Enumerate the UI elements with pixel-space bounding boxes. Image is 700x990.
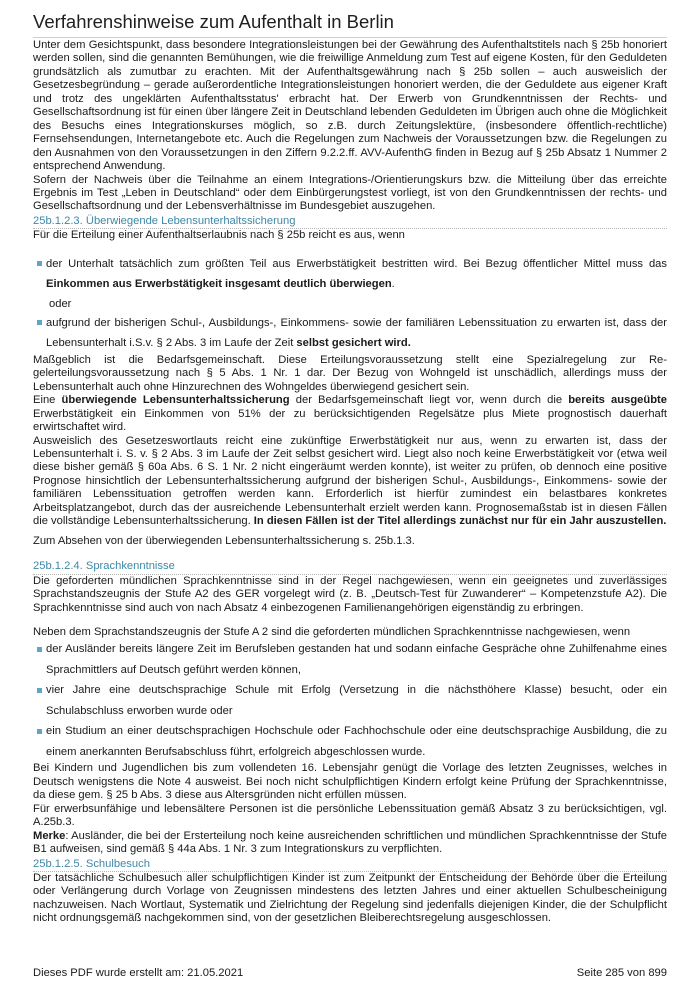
list-item: aufgrund der bisherigen Schul-, Ausbildungs-, Einkommens- sowie der familiären Lebenssituation zu erwarten ist, dass der Lebensunterhalt i.S.v. § 2 Abs. 3 im Laufe der Zeit selbst gesichert wird.	[33, 313, 667, 354]
bullet-list-lebensunterhalt	[33, 254, 667, 295]
oder-text: oder	[49, 297, 72, 310]
bullet-icon	[37, 688, 42, 693]
paragraph: Zum Absehen von der überwiegenden Lebensunterhaltssicherung s. 25b.1.3.	[33, 534, 415, 547]
paragraph: Ausweislich des Gesetzeswortlauts reicht eine zukünftige Erwerbstätigkeit nur aus, wenn zu erwarten ist, dass der Lebensunterhalt i. S. v. § 2 Abs. 3 im Laufe der Zeit selbst gesichert wird. Liegt also noch keine Erwerbstätigkeit vor (etwa weil diese bisher gemäß § 60a Abs. 6 S. 1 Nr. 2 nicht eingeräumt werden konnte), ist weiter zu prüfen, ob dennoch eine positive Prognose hinsichtlich der Lebensunterhaltssicherung aufgrund der bisherigen Schul-, Ausbildungs-, Einkommens- sowie der familiären Lebenssituation getroffen werden kann. Erforderlich ist hierfür zumindest ein belastbares konkretes Arbeitsplatzangebot, durch das der ausreichende Lebensunterhalt erzielt werden kann. Prognosemaßstab ist in diesen Fällen die vollständige Lebensunterhaltssicherung. In diesen Fällen ist der Titel allerdings zunächst nur für ein Jahr auszustellen.	[33, 434, 667, 528]
list-item: vier Jahre eine deutschsprachige Schule mit Erfolg (Versetzung in die nächsthöhere Klasse) besucht, oder ein Schulabschluss erworben wurde oder	[33, 680, 667, 721]
bullet-icon	[37, 261, 42, 266]
paragraph: Für erwerbsunfähige und lebensältere Personen ist die persönliche Lebenssituation gemäß Absatz 3 zu berücksichtigen, vgl. A.25b.3.	[33, 802, 667, 829]
section-heading-sprachkenntnisse: 25b.1.2.4. Sprachkenntnisse	[33, 560, 667, 574]
bullet-icon	[37, 320, 42, 325]
bullet-icon	[37, 647, 42, 652]
page-title: Verfahrenshinweise zum Aufenthalt in Berlin	[33, 10, 667, 38]
bullet-list-sprachkenntnisse	[33, 639, 667, 762]
spacer	[33, 615, 667, 626]
paragraph: Neben dem Sprachstandszeugnis der Stufe A 2 sind die geforderten mündlichen Sprachkenntnisse nachgewiesen, wenn	[33, 625, 631, 638]
list-item: der Ausländer bereits längere Zeit im Berufsleben gestanden hat und sodann einfache Gespräche ohne Zuhilfenahme eines Sprachmittlers auf Deutsch geführt werden können,	[33, 639, 667, 680]
page-footer	[33, 966, 667, 980]
paragraph: Der tatsächliche Schulbesuch aller schulpflichtigen Kinder ist zum Zeitpunkt der Entscheidung der Behörde über die Erteilung oder Verlängerung durch Vorlage von Zeugnissen mindestens des letzten Jahres und einer aktuellen Schulbescheinigung nachzuweisen. Nach Wortlaut, Systematik und Zielrichtung der Regelung sind jedenfalls diejenigen Kinder, die der Schulpflicht nicht ordnungsgemäß nachgekommen sind, von der gesetzlichen Bleiberechtsregelung ausgeschlossen.	[33, 872, 667, 925]
section-heading-schulbesuch: 25b.1.2.5. Schulbesuch	[33, 858, 667, 872]
list-item: ein Studium an einer deutschsprachigen Hochschule oder Fachhochschule oder eine deutschsprachige Ausbildung, die zu einem anerkannten Berufsabschluss führt, erfolgreich abgeschlossen wurde.	[33, 721, 667, 762]
section-heading-lebensunterhalt: 25b.1.2.3. Überwiegende Lebensunterhaltssicherung	[33, 215, 667, 229]
list-item: der Unterhalt tatsächlich zum größten Teil aus Erwerbstätigkeit bestritten wird. Bei Bezug öffentlicher Mittel muss das Einkommen aus Erwerbstätigkeit insgesamt deutlich überwiegen.	[33, 254, 667, 295]
intro-paragraph-2: Sofern der Nachweis über die Teilnahme an einem Integrations-/Orientierungskurs bzw. die Mitteilung über das erreichte Ergebnis im Test „Leben in Deutschland“ oder dem Einbürgerungstest vorliegt, ist von den Grundkenntnissen der rechts- und Gesellschaftsordnung und der Lebensverhältnisse im Bundesgebiet auszugehen.	[33, 173, 667, 213]
paragraph: Maßgeblich ist die Bedarfsgemeinschaft. Diese Erteilungsvoraussetzung stellt eine Spezialregelung zur Re-gelerteilungsvoraussetzung nach § 5 Abs. 1 Nr. 1 dar. Der Bezug von Wohngeld ist unschädlich, allerdings muss der Lebensunterhalt auch ohne Hinzurechnen des Wohngeldes überwiegend gesichert sein.	[33, 353, 667, 393]
lead-paragraph: Für die Erteilung einer Aufenthaltserlaubnis nach § 25b reicht es aus, wenn	[33, 229, 405, 242]
paragraph: Eine überwiegende Lebensunterhaltssicherung der Bedarfsgemeinschaft liegt vor, wenn durch die bereits ausgeübte Erwerbstätigkeit ein Einkommen von 51% der zu berücksichtigenden Regelsätze plus Miete prognostisch dauerhaft erwirtschaftet wird.	[33, 394, 667, 434]
spacer	[33, 243, 667, 254]
paragraph: Merke: Ausländer, die bei der Ersterteilung noch keine ausreichenden schriftlichen und mündlichen Sprachkenntnisse der Stufe B1 aufweisen, sind gemäß § 44a Abs. 1 Nr. 3 zum Integrationskurs zu verpflichten.	[33, 829, 667, 856]
intro-paragraph-1: Unter dem Gesichtspunkt, dass besondere Integrationsleistungen bei der Gewährung des Aufenthaltstitels nach § 25b honoriert werden sollen, sind die genannten Bemühungen, wie die freiwillige Anmeldung zum Test auf eigene Kosten, für den Geduldeten grundsätzlich als zumutbar zu erachten. Mit der Aufenthaltsgewährung nach § 25b sollen – auch ausweislich der Gesetzesbegründung – gerade außerordentliche Integrationsleistungen honoriert werden, die der Geduldete aus eigener Kraft und trotz des ungeklärten Aufenthaltsstatus' erbracht hat. Der Erwerb von Grundkenntnissen der Rechts- und Gesellschaftsordnung ist für einen über längere Zeit in Deutschland lebenden Geduldeten im Übrigen auch ohne die Möglichkeit des Besuchs eines Integrationskurses möglich, so z.B. durch Zeitungslektüre, (insbesondere öffentlich-rechtliche) Fernsehsendungen, Internetangebote etc. Auch die Regelungen zum Nachweis der Voraussetzungen bzw. die Regelungen zu den Ausnahmen von den Voraussetzungen in den Ziffern 9.2.2.ff. AVV-AufenthG finden in Bezug auf § 25b Absatz 1 Nummer 2 entsprechend Anwendung.	[33, 39, 667, 173]
document-page	[33, 10, 667, 926]
bullet-icon	[37, 729, 42, 734]
bullet-list-lebensunterhalt-2	[33, 313, 667, 354]
created-date: Dieses PDF wurde erstellt am: 21.05.2021	[33, 967, 244, 979]
spacer	[33, 548, 667, 559]
paragraph: Bei Kindern und Jugendlichen bis zum vollendeten 16. Lebensjahr genügt die Vorlage des letzten Zeugnisses, welches in Deutsch wenigstens die Note 4 ausweist. Bei noch nicht schulpflichtigen Kindern erfolgt keine Prüfung der Sprachkenntnisse, da diese gem. § 25 b Abs. 3 diese aus Altersgründen nicht erfüllen müssen.	[33, 762, 667, 802]
paragraph: Die geforderten mündlichen Sprachkenntnisse sind in der Regel nachgewiesen, wenn ein geeignetes und zuverlässiges Sprachstandszeugnis der Stufe A2 des GER vorgelegt wird (z. B. „Deutsch-Test für Zuwanderer“ – Kompetenzstufe A2). Die Sprachkenntnisse sind auch von nach Absatz 4 einbezogenen Familienangehörigen eigenständig zu erbringen.	[33, 574, 667, 614]
page-number: Seite 285 von 899	[576, 967, 667, 979]
